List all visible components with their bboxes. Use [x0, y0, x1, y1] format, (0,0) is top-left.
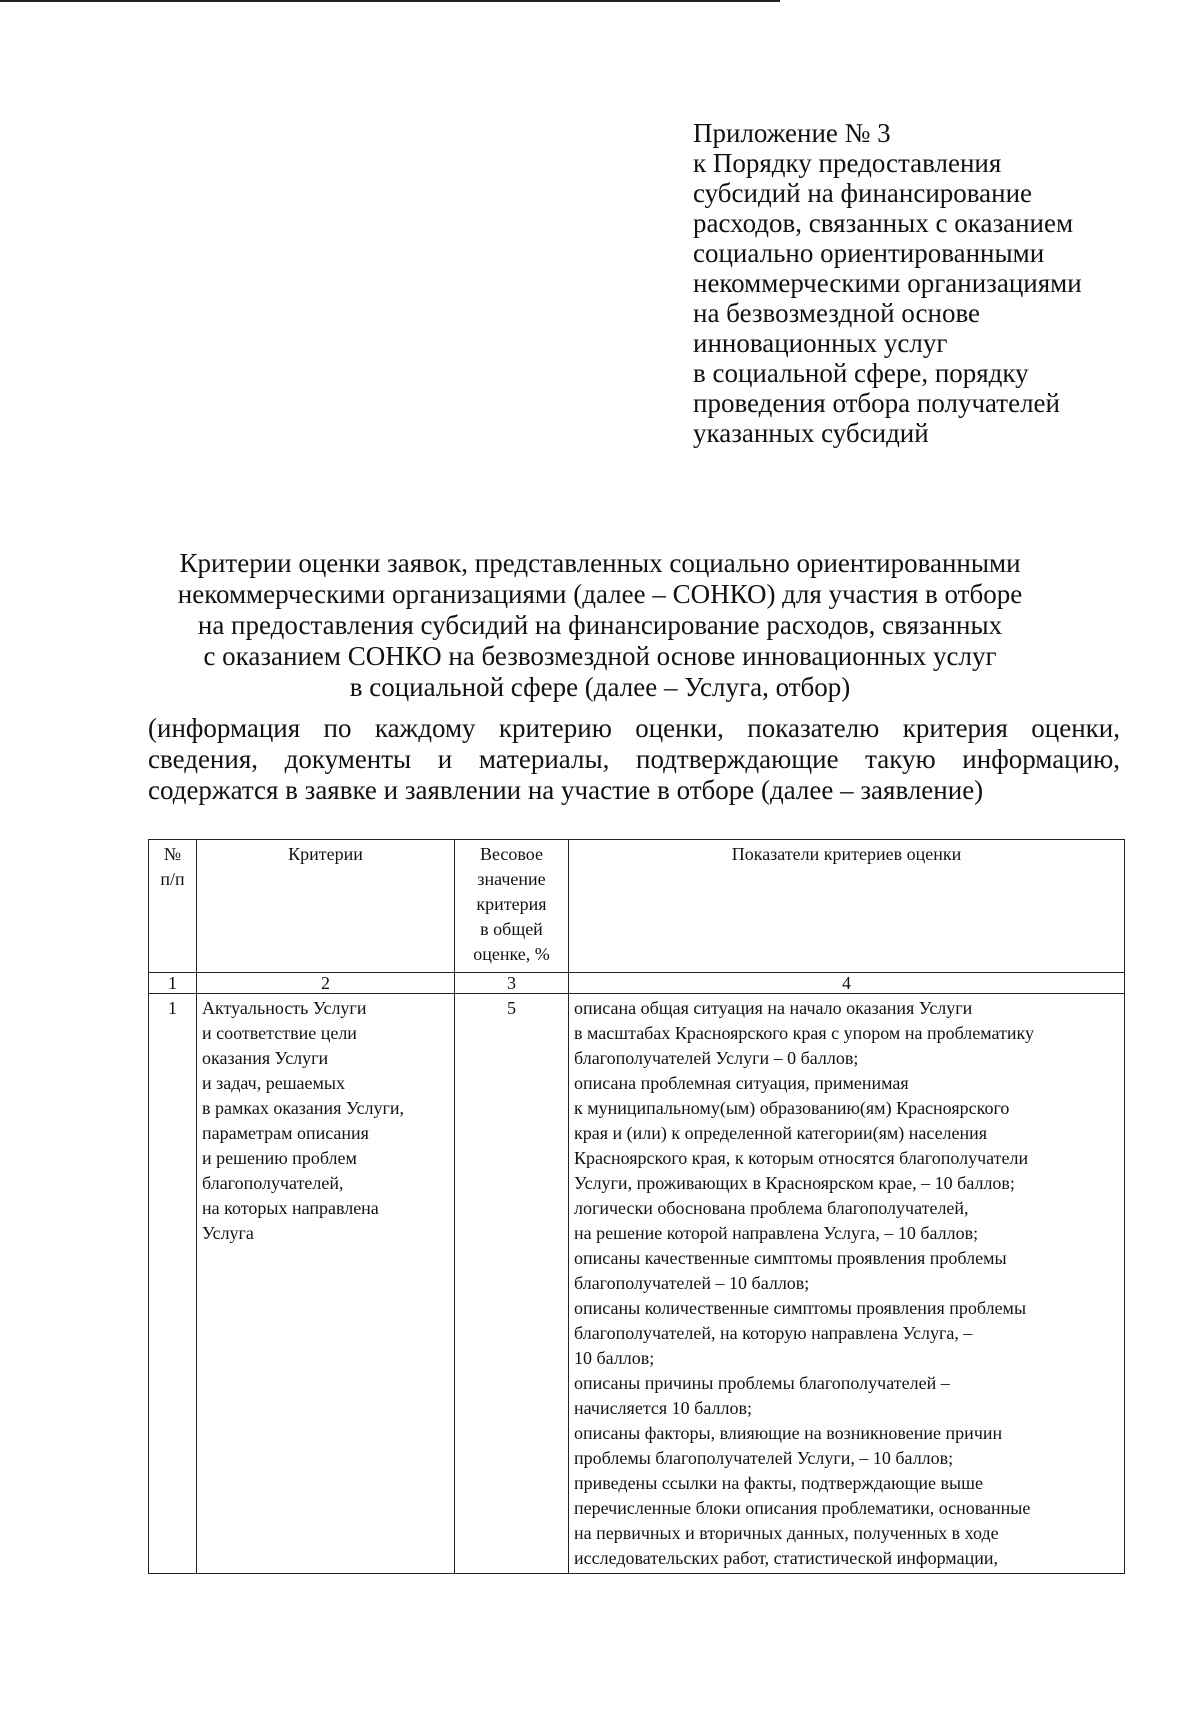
appendix-line: инновационных услуг — [693, 328, 948, 358]
appendix-line: указанных субсидий — [693, 418, 929, 448]
indicator-line: края и (или) к определенной категории(ям) населения — [574, 1123, 988, 1143]
row-weight: 5 — [455, 994, 569, 1574]
column-number: 3 — [455, 973, 569, 994]
indicator-line: к муниципальному(ым) образованию(ям) Красноярского — [574, 1098, 1010, 1118]
criteria-line: Актуальность Услуги — [202, 998, 367, 1018]
appendix-line: некоммерческими организациями — [693, 268, 1082, 298]
header-num-line: № — [163, 844, 182, 864]
indicator-line: благополучателей Услуги – 0 баллов; — [574, 1048, 859, 1068]
title-line: Критерии оценки заявок, представленных социально ориентированными — [179, 548, 1021, 578]
criteria-line: в рамках оказания Услуги, — [202, 1098, 405, 1118]
info-paragraph — [148, 713, 1120, 806]
header-weight-line: Весовое — [479, 844, 544, 864]
indicator-line: описана общая ситуация на начало оказания Услуги — [574, 998, 973, 1018]
indicator-line: описаны факторы, влияющие на возникновение причин — [574, 1423, 1003, 1443]
criteria-table — [148, 839, 1125, 1574]
top-rule — [0, 0, 780, 2]
column-number-row — [149, 973, 1125, 994]
table-row — [149, 994, 1125, 1574]
appendix-line: к Порядку предоставления — [693, 148, 1002, 178]
info-line: содержатся в заявке и заявлении на участие в отборе (далее – заявление) — [148, 775, 984, 805]
title-line: с оказанием СОНКО на безвозмездной основе инновационных услуг — [203, 641, 997, 671]
info-line: (информация по каждому критерию оценки, показателю критерия оценки, — [148, 713, 1120, 743]
criteria-line: и задач, решаемых — [202, 1073, 346, 1093]
document-title — [130, 548, 1070, 703]
indicator-line: благополучателей, на которую направлена Услуга, – — [574, 1323, 973, 1343]
appendix-line: Приложение № 3 — [693, 118, 891, 148]
appendix-block — [693, 118, 1163, 448]
info-line: сведения, документы и материалы, подтверждающие такую информацию, — [148, 744, 1120, 774]
header-weight — [455, 840, 569, 973]
column-number: 2 — [197, 973, 455, 994]
indicator-line: проблемы благополучателей Услуги, – 10 баллов; — [574, 1448, 954, 1468]
column-number: 4 — [569, 973, 1125, 994]
indicator-line: в масштабах Красноярского края с упором на проблематику — [574, 1023, 1035, 1043]
title-line: некоммерческими организациями (далее – СОНКО) для участия в отборе — [177, 579, 1023, 609]
header-num-line: п/п — [160, 869, 185, 889]
indicator-line: описаны качественные симптомы проявления проблемы — [574, 1248, 1007, 1268]
header-indicators: Показатели критериев оценки — [569, 840, 1125, 973]
indicator-line: Красноярского края, к которым относятся благополучатели — [574, 1148, 1029, 1168]
header-weight-line: оценке, % — [473, 944, 550, 964]
indicator-line: на решение которой направлена Услуга, – 10 баллов; — [574, 1223, 979, 1243]
indicator-line: перечисленные блоки описания проблематики, основанные — [574, 1498, 1031, 1518]
indicator-line: логически обоснована проблема благополучателей, — [574, 1198, 969, 1218]
title-line: в социальной сфере (далее – Услуга, отбор) — [349, 672, 851, 702]
appendix-line: расходов, связанных с оказанием — [693, 208, 1074, 238]
criteria-line: благополучателей, — [202, 1173, 344, 1193]
appendix-line: социально ориентированными — [693, 238, 1045, 268]
indicator-line: 10 баллов; — [574, 1348, 655, 1368]
criteria-line: оказания Услуги — [202, 1048, 329, 1068]
indicator-line: Услуги, проживающих в Красноярском крае, – 10 баллов; — [574, 1173, 1015, 1193]
criteria-line: и решению проблем — [202, 1148, 357, 1168]
header-weight-line: значение — [477, 869, 546, 889]
indicator-line: на первичных и вторичных данных, полученных в ходе — [574, 1523, 999, 1543]
header-num — [149, 840, 197, 973]
row-num: 1 — [149, 994, 197, 1574]
appendix-line: проведения отбора получателей — [693, 388, 1060, 418]
indicator-line: описаны причины проблемы благополучателей – — [574, 1373, 950, 1393]
appendix-line: субсидий на финансирование — [693, 178, 1033, 208]
indicator-line: благополучателей – 10 баллов; — [574, 1273, 810, 1293]
indicator-line: приведены ссылки на факты, подтверждающие выше — [574, 1473, 983, 1493]
header-criteria: Критерии — [197, 840, 455, 973]
criteria-line: и соответствие цели — [202, 1023, 357, 1043]
appendix-line: на безвозмездной основе — [693, 298, 981, 328]
row-indicators — [569, 994, 1125, 1574]
header-weight-line: в общей — [480, 919, 543, 939]
indicator-line: описаны количественные симптомы проявления проблемы — [574, 1298, 1027, 1318]
indicator-line: описана проблемная ситуация, применимая — [574, 1073, 909, 1093]
table-header-row — [149, 840, 1125, 973]
title-line: на предоставления субсидий на финансирование расходов, связанных — [197, 610, 1003, 640]
criteria-line: параметрам описания — [202, 1123, 369, 1143]
appendix-line: в социальной сфере, порядку — [693, 358, 1029, 388]
criteria-line: на которых направлена — [202, 1198, 379, 1218]
criteria-line: Услуга — [202, 1223, 254, 1243]
row-criteria — [197, 994, 455, 1574]
column-number: 1 — [149, 973, 197, 994]
indicator-line: исследовательских работ, статистической информации, — [574, 1548, 998, 1568]
header-weight-line: критерия — [476, 894, 547, 914]
indicator-line: начисляется 10 баллов; — [574, 1398, 752, 1418]
